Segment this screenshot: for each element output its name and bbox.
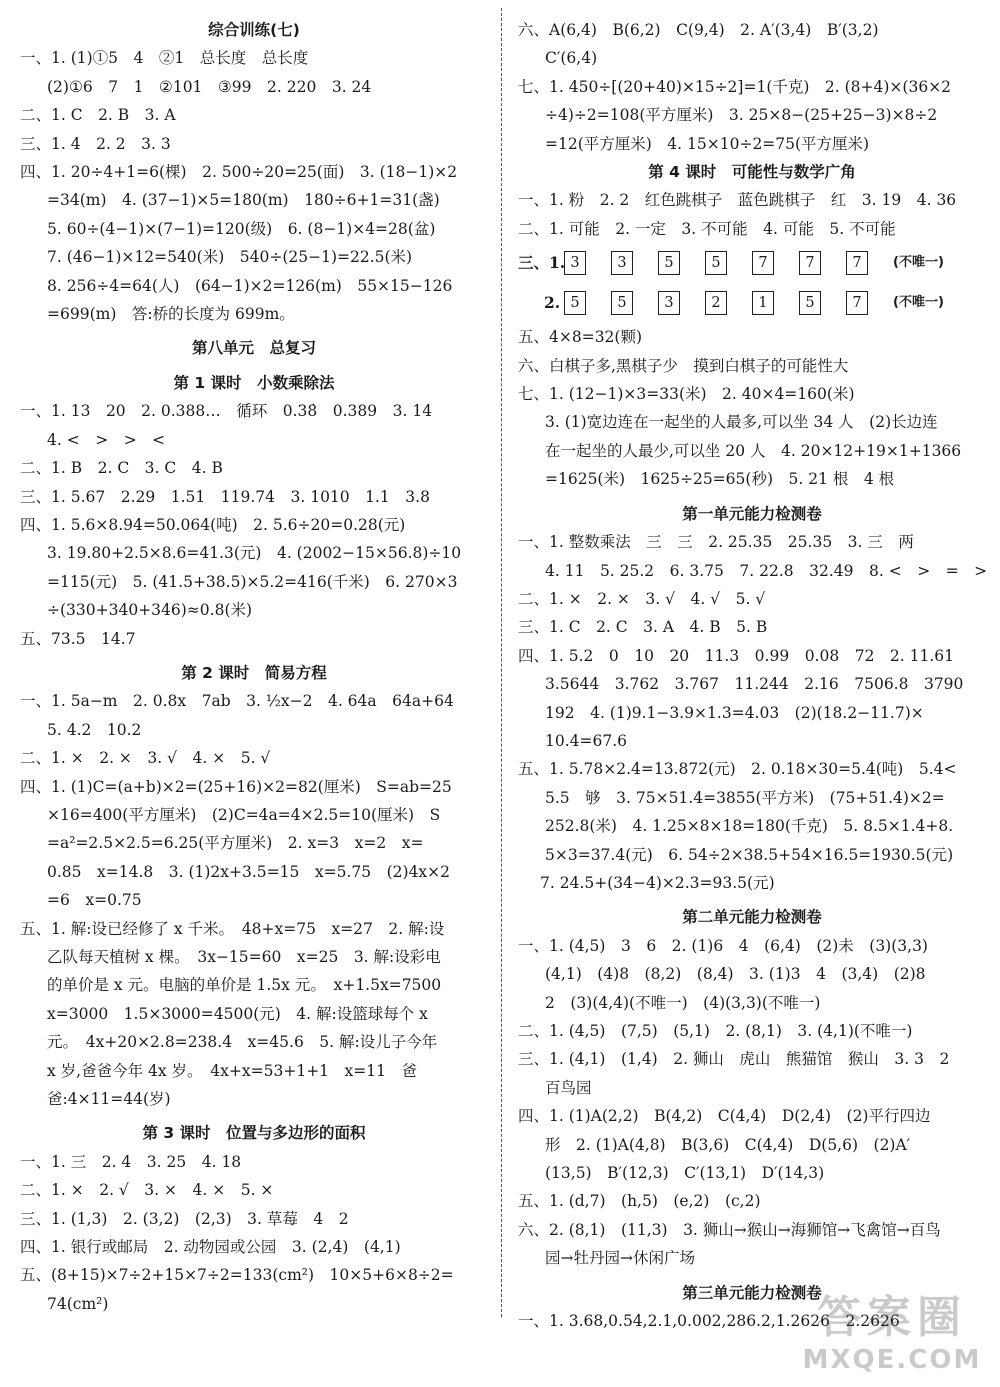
answer-line-continued: 8. 256÷4=64(人) (64−1)×2=126(m) 55×15−126 (47, 276, 453, 295)
section-title: 第八单元 总复习 (191, 339, 316, 358)
answer-line: 三、1. C 2. C 3. A 4. B 5. B (518, 618, 768, 637)
answer-line: 二、1. × 2. × 3. √ 4. × 5. √ (20, 749, 271, 768)
answer-line: 四、1. 5.2 0 10 20 11.3 0.99 0.08 72 2. 11.61 (518, 646, 955, 665)
answer-line-continued: 形 2. (1)A(4,8) B(3,6) C(4,4) D(5,6) (2)A′ (545, 1135, 911, 1154)
answer-line-continued: C′(6,4) (545, 49, 598, 68)
answer-line-continued: 3. (1)宽边连在一起坐的人最多,可以坐 34 人 (2)长边连 (545, 413, 938, 432)
answer-line-continued: 10.4=67.6 (545, 731, 628, 750)
answer-line-continued: 3.5644 3.762 3.767 11.244 2.16 7506.8 3790 (545, 675, 964, 694)
answer-line-continued: x=3000 1.5×3000=4500(元) 4. 解:设篮球每个 x (47, 1004, 428, 1023)
answer-line-continued: 2 (3)(4,4)(不唯一) (4)(3,3)(不唯一) (545, 993, 821, 1012)
answer-line: 四、1. 银行或邮局 2. 动物园或公园 3. (2,4) (4,1) (20, 1238, 401, 1257)
answer-line-continued: 74(cm²) (47, 1294, 109, 1313)
answer-line: 六、白棋子多,黑棋子少 摸到白棋子的可能性大 (518, 356, 849, 375)
section-title: 第三单元能力检测卷 (682, 1283, 822, 1302)
answer-line: 二、1. (4,5) (7,5) (5,1) 2. (8,1) 3. (4,1)(不唯一) (518, 1022, 913, 1040)
section-title: 第一单元能力检测卷 (682, 504, 822, 523)
section-title: 第 1 课时 小数乘除法 (173, 373, 335, 392)
answer-line-continued: 爸:4×11=44(岁) (47, 1090, 171, 1109)
section-title: 第 3 课时 位置与多边形的面积 (142, 1124, 366, 1143)
answer-line: 五、4×8=32(颗) (518, 328, 643, 347)
answer-line: 三、1. 4 2. 2 3. 3 (20, 134, 171, 153)
answer-box: 2 (705, 291, 727, 315)
answer-line: 一、1. 13 20 2. 0.388… 循环 0.38̇ 0.389 3. 14 (20, 402, 433, 421)
answer-line: 一、1. (1)①5 4 ②1 总长度 总长度 (20, 49, 309, 68)
answer-line-continued: 3. 19.80+2.5×8.6=41.3(元) 4. (2002−15×56.8)÷10 (47, 544, 462, 563)
answer-line-continued: x 岁,爸爸今年 4x 岁。 4x+x=53+1+1 x=11 爸 (47, 1061, 417, 1080)
right-column (518, 16, 986, 1335)
answer-line: 三、1. 5.67 2.29 1.51 119.74 3. 1010 1.1 3.8 (20, 487, 430, 506)
column-divider (501, 8, 502, 1317)
answer-line-continued: 园→牡丹园→休闲广场 (545, 1249, 695, 1268)
answer-line: 四、1. 20÷4+1=6(棵) 2. 500÷20=25(面) 3. (18−1)×2 (20, 163, 458, 182)
answer-line: 四、1. (1)A(2,2) B(4,2) C(4,4) D(2,4) (2)平行四边 (518, 1107, 931, 1126)
answer-box: 3 (611, 251, 633, 275)
answer-line: 六、A(6,4) B(6,2) C(9,4) 2. A′(3,4) B′(3,2) (518, 21, 879, 39)
answer-box: 1 (752, 291, 774, 315)
answer-line: 二、1. × 2. √ 3. × 4. × 5. × (20, 1181, 274, 1200)
question-label: 三、1. (518, 253, 566, 273)
answer-line-continued: (2)①6 7 1 ②101 ③99 2. 220 3. 24 (47, 77, 372, 96)
answer-line-continued: 0.85 x=14.8 3. (1)2x+3.5=15 x=5.75 (2)4x×2 (47, 862, 451, 881)
answer-line: 四、1. (1)C=(a+b)×2=(25+16)×2=82(厘米) S=ab=25 (20, 777, 452, 796)
answer-box: 3 (658, 291, 680, 315)
answer-line: 二、1. B 2. C 3. C 4. B (20, 459, 223, 478)
watermark-logo (792, 1291, 992, 1383)
answer-box: 5 (658, 251, 680, 275)
answer-line: 二、1. × 2. × 3. √ 4. √ 5. √ (518, 589, 766, 608)
answer-line-continued: 5. 60÷(4−1)×(7−1)=120(级) 6. (8−1)×4=28(盆) (47, 219, 436, 238)
answer-line: 五、1. 5.78×2.4=13.872(元) 2. 0.18×30=5.4(吨) 5.4< (518, 760, 957, 779)
answer-line: 一、1. 三 2. 4 3. 25 4. 18 (20, 1152, 242, 1171)
answer-note: (不唯一) (893, 255, 944, 271)
answer-box: 7 (799, 251, 821, 275)
answer-line-continued: =699(m) 答:桥的长度为 699m。 (47, 305, 295, 324)
answer-line: 一、1. 粉 2. 2 红色跳棋子 蓝色跳棋子 红 3. 19 4. 36 (518, 191, 957, 210)
answer-line: 一、1. 整数乘法 三 三 2. 25.35 25.35 3. 三 两 (518, 533, 914, 552)
answer-line-continued: ÷4)÷2=108(平方厘米) 3. 25×8−(25+25−3)×8÷2 (545, 106, 938, 125)
answer-line-continued: 在一起坐的人最少,可以坐 20 人 4. 20×12+19×1+1366 (545, 441, 962, 460)
answer-line: 一、1. 3.68,0.54,2.1,0.002,286.2,1.2626 2.2626 (518, 1312, 900, 1331)
answer-line-continued: 252.8(米) 4. 1.25×8×18=180(千克) 5. 8.5×1.4+8. (545, 817, 954, 836)
answer-line-continued: 4. < > > < (47, 430, 166, 449)
answer-box-row (518, 243, 986, 283)
section-title: 第 2 课时 简易方程 (181, 663, 327, 682)
answer-line-continued: =115(元) 5. (41.5+38.5)×5.2=416(千米) 6. 270×3 (47, 572, 458, 591)
answer-line-continued: 7. (46−1)×12=540(米) 540÷(25−1)=22.5(米) (47, 248, 413, 267)
answer-box-row (518, 283, 986, 323)
answer-box: 5 (705, 251, 727, 275)
answer-line: 七、1. 450÷[(20+40)×15÷2]=1(千克) 2. (8+4)×(36×2 (518, 77, 952, 96)
question-label: 2. (544, 293, 561, 313)
watermark-top: 答案圈 (817, 1292, 967, 1343)
answer-line-continued: =6 x=0.75 (47, 891, 142, 910)
answer-line-continued: ×16=400(平方厘米) (2)C=4a=4×2.5=10(厘米) S (47, 805, 441, 824)
answer-note: (不唯一) (893, 295, 944, 311)
answer-line-continued: =a²=2.5×2.5=6.25(平方厘米) 2. x=3 x=2 x= (47, 834, 424, 853)
answer-box: 5 (799, 291, 821, 315)
section-title: 第 4 课时 可能性与数学广角 (648, 163, 856, 182)
answer-line-continued: (4,1) (4)8 (8,2) (8,4) 3. (1)3 4 (3,4) (2)8 (545, 965, 926, 984)
answer-box: 7 (752, 251, 774, 275)
section-title: 第二单元能力检测卷 (682, 908, 822, 927)
answer-line-continued: 元。 4x+20×2.8=238.4 x=45.6 5. 解:设儿子今年 (47, 1033, 438, 1052)
answer-box: 7 (846, 291, 868, 315)
answer-line: 三、1. (1,3) 2. (3,2) (2,3) 3. 草莓 4 2 (20, 1209, 349, 1228)
answer-line-continued: =12(平方厘米) 4. 15×10÷2=75(平方厘米) (545, 134, 870, 153)
answer-box: 5 (564, 291, 586, 315)
answer-line-continued: ÷(330+340+346)≈0.8(米) (47, 601, 253, 620)
answer-line-continued: 百鸟园 (545, 1078, 592, 1097)
answer-line: 一、1. (4,5) 3 6 2. (1)6 4 (6,4) (2)未 (3)(3,3) (518, 936, 928, 955)
watermark-bottom: MXQE.COM (802, 1345, 982, 1375)
answer-line: 五、1. 解:设已经修了 x 千米。 48+x=75 x=27 2. 解:设 (20, 919, 445, 938)
answer-line-continued: 7. 24.5+(34−4)×2.3=93.5(元) (540, 873, 775, 892)
answer-line-continued: (13,5) B′(12,3) C′(13,1) D′(14,3) (545, 1164, 825, 1183)
answer-box: 3 (564, 251, 586, 275)
answer-line-continued: 5×3=37.4(元) 6. 54÷2×38.5+54×16.5=1930.5(元) (545, 845, 954, 864)
answer-line: 四、1. 5.6×8.94=50.064(吨) 2. 5.6÷20=0.28(元) (20, 515, 406, 534)
answer-line: 五、73.5 14.7 (20, 629, 136, 648)
answer-line: 一、1. 5a−m 2. 0.8x 7ab 3. ½x−2 4. 64a 64a+64 (20, 692, 454, 711)
answer-line: 二、1. C 2. B 3. A (20, 106, 176, 125)
answer-line-continued: 的单价是 x 元。电脑的单价是 1.5x 元。 x+1.5x=7500 (47, 976, 442, 995)
answer-box: 5 (611, 291, 633, 315)
answer-line-continued: 5.5 够 3. 75×51.4=3855(平方米) (75+51.4)×2= (545, 788, 945, 807)
answer-line: 五、(8+15)×7÷2+15×7÷2=133(cm²) 10×5+6×8÷2= (20, 1266, 454, 1285)
answer-line: 二、1. 可能 2. 一定 3. 不可能 4. 可能 5. 不可能 (518, 219, 896, 238)
answer-line-continued: 4. 11 5. 25.2 6. 3.75 7. 22.8 32.49 8. < > = > (545, 561, 988, 580)
answer-line-continued: 5. 4.2 10.2 (47, 720, 142, 739)
answer-box: 7 (846, 251, 868, 275)
answer-line: 三、1. (4,1) (1,4) 2. 狮山 虎山 熊猫馆 猴山 3. 3 2 (518, 1050, 950, 1069)
answer-line-continued: 乙队每天植树 x 棵。 3x−15=60 x=25 3. 解:设彩电 (47, 948, 441, 966)
answer-line-continued: 192 4. (1)9.1−3.9×1.3=4.03 (2)(18.2−11.7)× (545, 703, 924, 722)
left-column (20, 16, 488, 1318)
answer-line: 五、1. (d,7) (h,5) (e,2) (c,2) (518, 1192, 761, 1211)
answer-line: 六、2. (8,1) (11,3) 3. 狮山→猴山→海狮馆→飞禽馆→百鸟 (518, 1220, 941, 1239)
answer-line-continued: =1625(米) 1625÷25=65(秒) 5. 21 根 4 根 (545, 470, 895, 489)
answer-line-continued: =34(m) 4. (37−1)×5=180(m) 180÷6+1=31(盏) (47, 191, 440, 210)
section-title: 综合训练(七) (208, 21, 300, 39)
answer-line: 七、1. (12−1)×3=33(米) 2. 40×4=160(米) (518, 385, 855, 404)
